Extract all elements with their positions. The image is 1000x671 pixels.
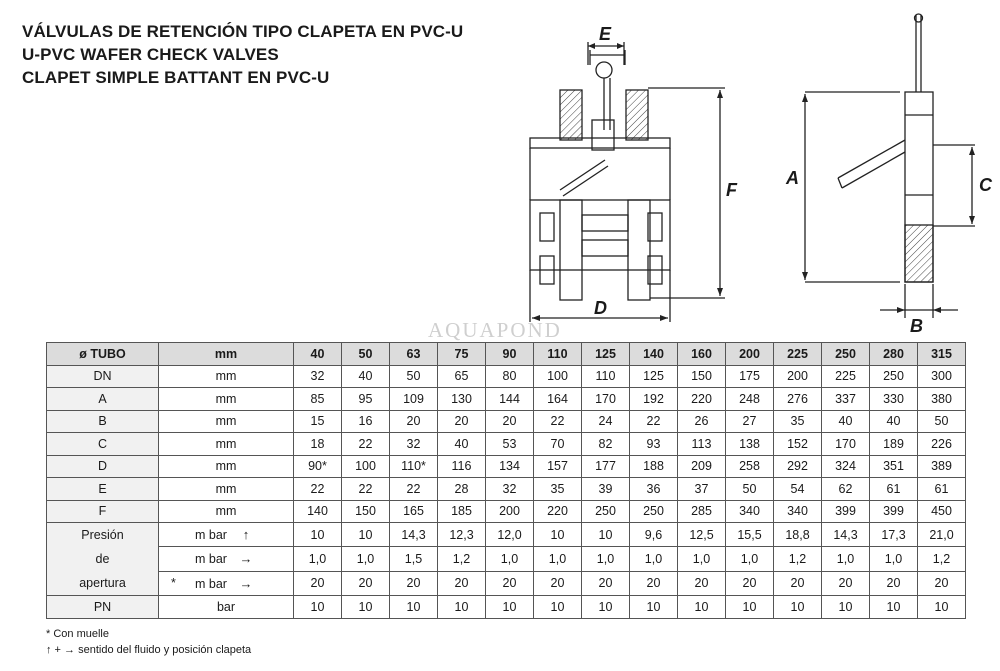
row-value: 175 [726,365,774,388]
header-size: 315 [918,343,966,366]
row-value: 61 [870,478,918,501]
row-value: 351 [870,455,918,478]
row-value: 380 [918,388,966,411]
pressure-value: 12,5 [678,523,726,547]
title-english: U-PVC WAFER CHECK VALVES [22,45,279,64]
row-value: 85 [294,388,342,411]
row-value: 62 [822,478,870,501]
pressure-value: 20 [438,571,486,595]
spring-marker: * [171,575,176,590]
row-value: 330 [870,388,918,411]
table-row-pn [47,596,966,619]
pressure-value: 1,2 [918,547,966,571]
pressure-value: 1,5 [390,547,438,571]
row-unit: mm [159,410,294,433]
footnote-flow-text: sentido del fluido y posición clapeta [78,644,252,656]
row-unit: mm [159,478,294,501]
row-value: 40 [342,365,390,388]
pressure-unit-text: m bar [195,576,227,591]
pn-value: 10 [534,596,582,619]
row-value: 250 [870,365,918,388]
row-value: 150 [342,500,390,523]
row-value: 177 [582,455,630,478]
header-size: 140 [630,343,678,366]
pressure-value: 20 [534,571,582,595]
row-value: 18 [294,433,342,456]
row-label: F [47,500,159,523]
pressure-value: 1,0 [870,547,918,571]
row-value: 24 [582,410,630,433]
table-row [47,410,966,433]
row-value: 399 [870,500,918,523]
row-value: 164 [534,388,582,411]
row-value: 399 [822,500,870,523]
footnote-spring: * Con muelle [46,628,109,640]
row-value: 337 [822,388,870,411]
row-value: 250 [582,500,630,523]
row-value: 285 [678,500,726,523]
row-value: 22 [534,410,582,433]
row-value: 70 [534,433,582,456]
row-value: 258 [726,455,774,478]
row-value: 389 [918,455,966,478]
pressure-value: 1,0 [294,547,342,571]
pn-value: 10 [486,596,534,619]
pressure-value: 20 [678,571,726,595]
row-value: 22 [342,478,390,501]
pressure-value: 20 [390,571,438,595]
pn-value: 10 [390,596,438,619]
pressure-value: 20 [774,571,822,595]
pressure-value: 10 [582,523,630,547]
pressure-label-line: apertura [79,576,126,590]
row-value: 16 [342,410,390,433]
row-label: DN [47,365,159,388]
row-value: 152 [774,433,822,456]
header-label: ø TUBO [47,343,159,366]
row-value: 100 [342,455,390,478]
pn-value: 10 [822,596,870,619]
table-row [47,455,966,478]
row-value: 36 [630,478,678,501]
table-row-pressure [47,571,966,595]
row-value: 170 [582,388,630,411]
dimension-label-d: D [594,298,607,318]
pressure-value: 21,0 [918,523,966,547]
pn-value: 10 [774,596,822,619]
pressure-unit [159,547,294,571]
flow-direction-icon: ↑ [242,527,250,543]
row-value: 20 [486,410,534,433]
pressure-value: 12,0 [486,523,534,547]
pressure-value: 10 [342,523,390,547]
row-value: 37 [678,478,726,501]
row-value: 95 [342,388,390,411]
pressure-value: 1,0 [630,547,678,571]
pressure-value: 1,0 [726,547,774,571]
dimensions-table [46,342,966,619]
row-value: 225 [822,365,870,388]
row-value: 22 [630,410,678,433]
dimension-label-e: E [599,24,612,44]
row-value: 150 [678,365,726,388]
row-value: 450 [918,500,966,523]
pn-value: 10 [726,596,774,619]
row-value: 22 [294,478,342,501]
row-value: 130 [438,388,486,411]
row-value: 32 [486,478,534,501]
row-value: 200 [486,500,534,523]
row-value: 220 [678,388,726,411]
row-value: 226 [918,433,966,456]
row-value: 276 [774,388,822,411]
pressure-unit-text: m bar [195,552,227,567]
title-french: CLAPET SIMPLE BATTANT EN PVC-U [22,68,330,87]
front-view [530,42,725,322]
table-row-pressure [47,523,966,547]
pressure-value: 9,6 [630,523,678,547]
table-body [47,343,966,619]
pressure-label [47,523,159,596]
row-value: 61 [918,478,966,501]
row-value: 90* [294,455,342,478]
row-value: 82 [582,433,630,456]
row-value: 109 [390,388,438,411]
row-unit: mm [159,388,294,411]
pressure-value: 1,0 [822,547,870,571]
pressure-value: 1,0 [534,547,582,571]
dimension-label-c: C [979,175,992,195]
footnotes [46,626,251,658]
row-value: 140 [294,500,342,523]
row-unit: mm [159,500,294,523]
pressure-value: 20 [582,571,630,595]
row-value: 53 [486,433,534,456]
header-size: 75 [438,343,486,366]
pressure-value: 20 [342,571,390,595]
row-value: 157 [534,455,582,478]
pressure-value: 1,2 [438,547,486,571]
header-size: 280 [870,343,918,366]
row-value: 54 [774,478,822,501]
row-value: 20 [390,410,438,433]
title-spanish: VÁLVULAS DE RETENCIÓN TIPO CLAPETA EN PVC-U [22,22,464,41]
row-unit: mm [159,365,294,388]
row-value: 300 [918,365,966,388]
row-value: 110* [390,455,438,478]
pn-unit: bar [159,596,294,619]
row-value: 340 [774,500,822,523]
row-value: 340 [726,500,774,523]
row-value: 15 [294,410,342,433]
row-value: 116 [438,455,486,478]
row-label: B [47,410,159,433]
flow-arrows-icon: ↑ + → [46,644,76,656]
header-size: 40 [294,343,342,366]
row-value: 220 [534,500,582,523]
pressure-label-line: de [95,552,110,566]
row-value: 100 [534,365,582,388]
row-value: 125 [630,365,678,388]
pressure-unit-text: m bar [195,528,227,543]
dimension-label-b: B [910,316,923,336]
row-value: 185 [438,500,486,523]
pn-label: PN [47,596,159,619]
row-value: 209 [678,455,726,478]
pn-value: 10 [870,596,918,619]
row-value: 189 [870,433,918,456]
pressure-value: 14,3 [390,523,438,547]
pn-value: 10 [438,596,486,619]
header-size: 125 [582,343,630,366]
row-value: 324 [822,455,870,478]
row-value: 80 [486,365,534,388]
watermark: AQUAPOND [428,318,562,342]
pressure-value: 10 [294,523,342,547]
row-value: 170 [822,433,870,456]
pressure-value: 1,0 [486,547,534,571]
row-value: 188 [630,455,678,478]
header-size: 63 [390,343,438,366]
table-row [47,478,966,501]
header-size: 50 [342,343,390,366]
pressure-value: 20 [630,571,678,595]
pressure-value: 12,3 [438,523,486,547]
row-label: C [47,433,159,456]
row-value: 32 [390,433,438,456]
row-label: D [47,455,159,478]
pn-value: 10 [918,596,966,619]
row-value: 28 [438,478,486,501]
row-value: 50 [918,410,966,433]
row-label: E [47,478,159,501]
table-row [47,500,966,523]
header-size: 250 [822,343,870,366]
row-value: 35 [534,478,582,501]
header-size: 225 [774,343,822,366]
row-unit: mm [159,433,294,456]
row-value: 39 [582,478,630,501]
pn-value: 10 [582,596,630,619]
row-value: 40 [822,410,870,433]
header-size: 110 [534,343,582,366]
pressure-label-line: Presión [81,528,124,542]
pressure-value: 20 [294,571,342,595]
row-value: 113 [678,433,726,456]
table-header-row [47,343,966,366]
header-size: 160 [678,343,726,366]
row-value: 50 [390,365,438,388]
pressure-unit [159,571,294,595]
pressure-value: 10 [534,523,582,547]
pressure-value: 1,0 [342,547,390,571]
pressure-value: 1,0 [582,547,630,571]
flow-direction-icon: → [239,575,253,591]
pressure-value: 20 [486,571,534,595]
pn-value: 10 [294,596,342,619]
pressure-value: 17,3 [870,523,918,547]
table-row [47,365,966,388]
header-size: 200 [726,343,774,366]
row-value: 250 [630,500,678,523]
pressure-value: 1,0 [678,547,726,571]
row-value: 35 [774,410,822,433]
row-value: 22 [390,478,438,501]
row-value: 65 [438,365,486,388]
row-value: 192 [630,388,678,411]
row-value: 248 [726,388,774,411]
pressure-value: 14,3 [822,523,870,547]
row-value: 292 [774,455,822,478]
table-row-pressure [47,547,966,571]
pressure-value: 20 [822,571,870,595]
row-value: 27 [726,410,774,433]
row-value: 138 [726,433,774,456]
row-value: 22 [342,433,390,456]
pressure-value: 15,5 [726,523,774,547]
table-row [47,433,966,456]
header-size: 90 [486,343,534,366]
row-value: 32 [294,365,342,388]
pn-value: 10 [342,596,390,619]
header-unit: mm [159,343,294,366]
pressure-unit [159,523,294,547]
row-label: A [47,388,159,411]
footnote-flow [46,642,251,658]
dimension-label-a: A [786,168,799,188]
row-value: 144 [486,388,534,411]
table-row [47,388,966,411]
row-value: 165 [390,500,438,523]
row-value: 20 [438,410,486,433]
row-value: 40 [870,410,918,433]
row-unit: mm [159,455,294,478]
row-value: 134 [486,455,534,478]
flow-direction-icon: → [239,551,253,567]
pressure-value: 20 [870,571,918,595]
row-value: 110 [582,365,630,388]
pn-value: 10 [678,596,726,619]
pn-value: 10 [630,596,678,619]
row-value: 200 [774,365,822,388]
row-value: 93 [630,433,678,456]
row-value: 50 [726,478,774,501]
row-value: 26 [678,410,726,433]
dimension-label-f: F [726,180,737,200]
pressure-value: 1,2 [774,547,822,571]
pressure-value: 18,8 [774,523,822,547]
pressure-value: 20 [726,571,774,595]
row-value: 40 [438,433,486,456]
side-view [805,14,975,318]
pressure-value: 20 [918,571,966,595]
